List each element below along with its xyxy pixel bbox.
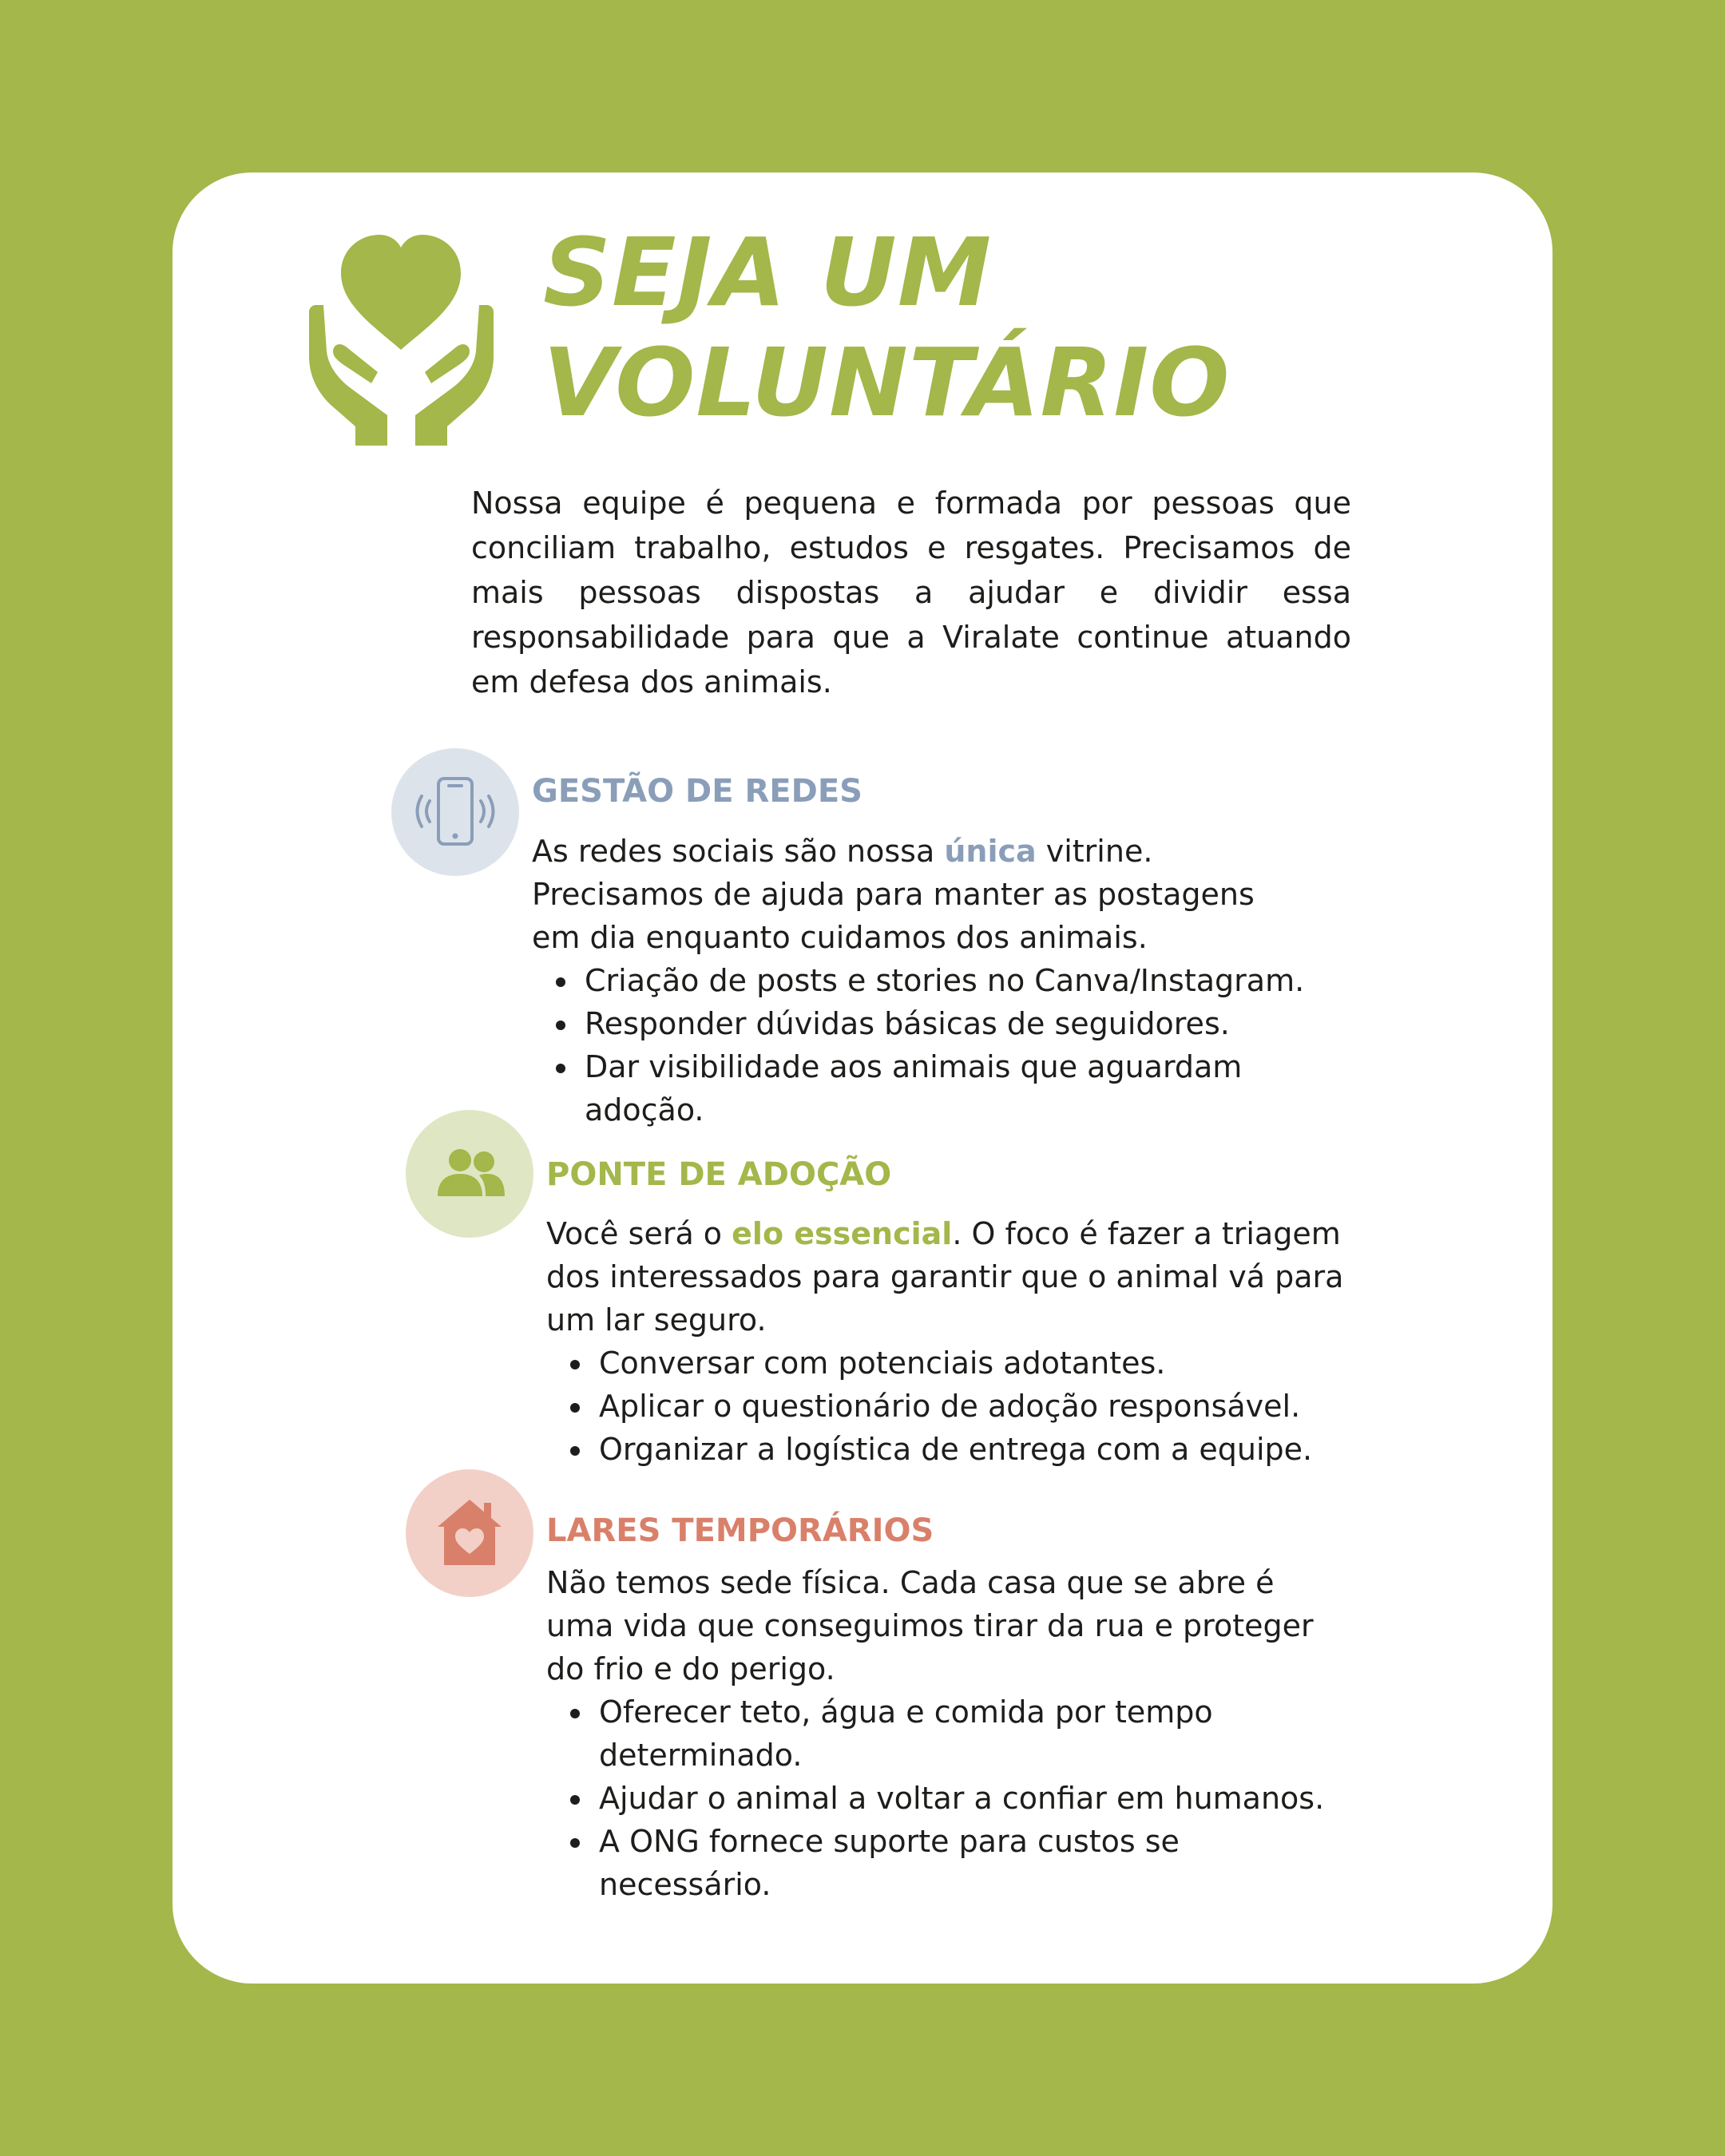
section-title-ponte-de-adocao: PONTE DE ADOÇÃO bbox=[546, 1156, 892, 1193]
smartphone-icon bbox=[391, 748, 519, 876]
body-text: As redes sociais são nossa bbox=[532, 834, 945, 869]
list-item: Responder dúvidas básicas de seguidores. bbox=[532, 1002, 1346, 1045]
task-list-lares-temporarios bbox=[546, 1690, 1361, 1906]
task-list-gestao-de-redes bbox=[532, 959, 1346, 1132]
section-body-ponte-de-adocao bbox=[546, 1212, 1345, 1342]
list-item: Aplicar o questionário de adoção responsável. bbox=[546, 1385, 1345, 1428]
title-line-2: VOLUNTÁRIO bbox=[543, 327, 1231, 438]
section-title-lares-temporarios: LARES TEMPORÁRIOS bbox=[546, 1512, 934, 1549]
section-body-gestao-de-redes bbox=[532, 830, 1299, 959]
task-list-ponte-de-adocao bbox=[546, 1342, 1345, 1471]
body-text: vitrine. Precisamos de ajuda para manter as postagens em dia enquanto cuidamos dos animais. bbox=[532, 834, 1255, 955]
page-title bbox=[543, 217, 1231, 438]
body-highlight: única bbox=[944, 834, 1037, 869]
list-item: Conversar com potenciais adotantes. bbox=[546, 1342, 1345, 1385]
body-highlight: elo essencial bbox=[732, 1216, 953, 1251]
list-item: Oferecer teto, água e comida por tempo determinado. bbox=[546, 1690, 1286, 1777]
list-item: Dar visibilidade aos animais que aguardam adoção. bbox=[532, 1045, 1303, 1132]
heart-hands-icon bbox=[299, 232, 503, 447]
list-item: Ajudar o animal a voltar a confiar em humanos. bbox=[546, 1777, 1361, 1820]
section-body-lares-temporarios: Não temos sede física. Cada casa que se abre é uma vida que conseguimos tirar da rua e proteger do frio e do perigo. bbox=[546, 1565, 1314, 1686]
list-item: Criação de posts e stories no Canva/Instagram. bbox=[532, 959, 1346, 1002]
people-icon bbox=[406, 1110, 533, 1238]
title-line-1: SEJA UM bbox=[543, 217, 993, 327]
house-heart-icon bbox=[406, 1469, 533, 1597]
list-item: Organizar a logística de entrega com a equipe. bbox=[546, 1428, 1345, 1471]
section-title-gestao-de-redes: GESTÃO DE REDES bbox=[532, 773, 862, 810]
body-text: . O foco é fazer a triagem dos interessados para garantir que o animal vá para um lar seguro. bbox=[546, 1216, 1344, 1338]
intro-paragraph: Nossa equipe é pequena e formada por pessoas que conciliam trabalho, estudos e resgates. Precisamos de mais pessoas dispostas a ajudar e dividir essa responsabilidade para que a Viralate continue atuando em defesa dos animais. bbox=[471, 485, 1351, 700]
list-item: A ONG fornece suporte para custos se necessário. bbox=[546, 1820, 1286, 1906]
body-text: Você será o bbox=[546, 1216, 732, 1251]
